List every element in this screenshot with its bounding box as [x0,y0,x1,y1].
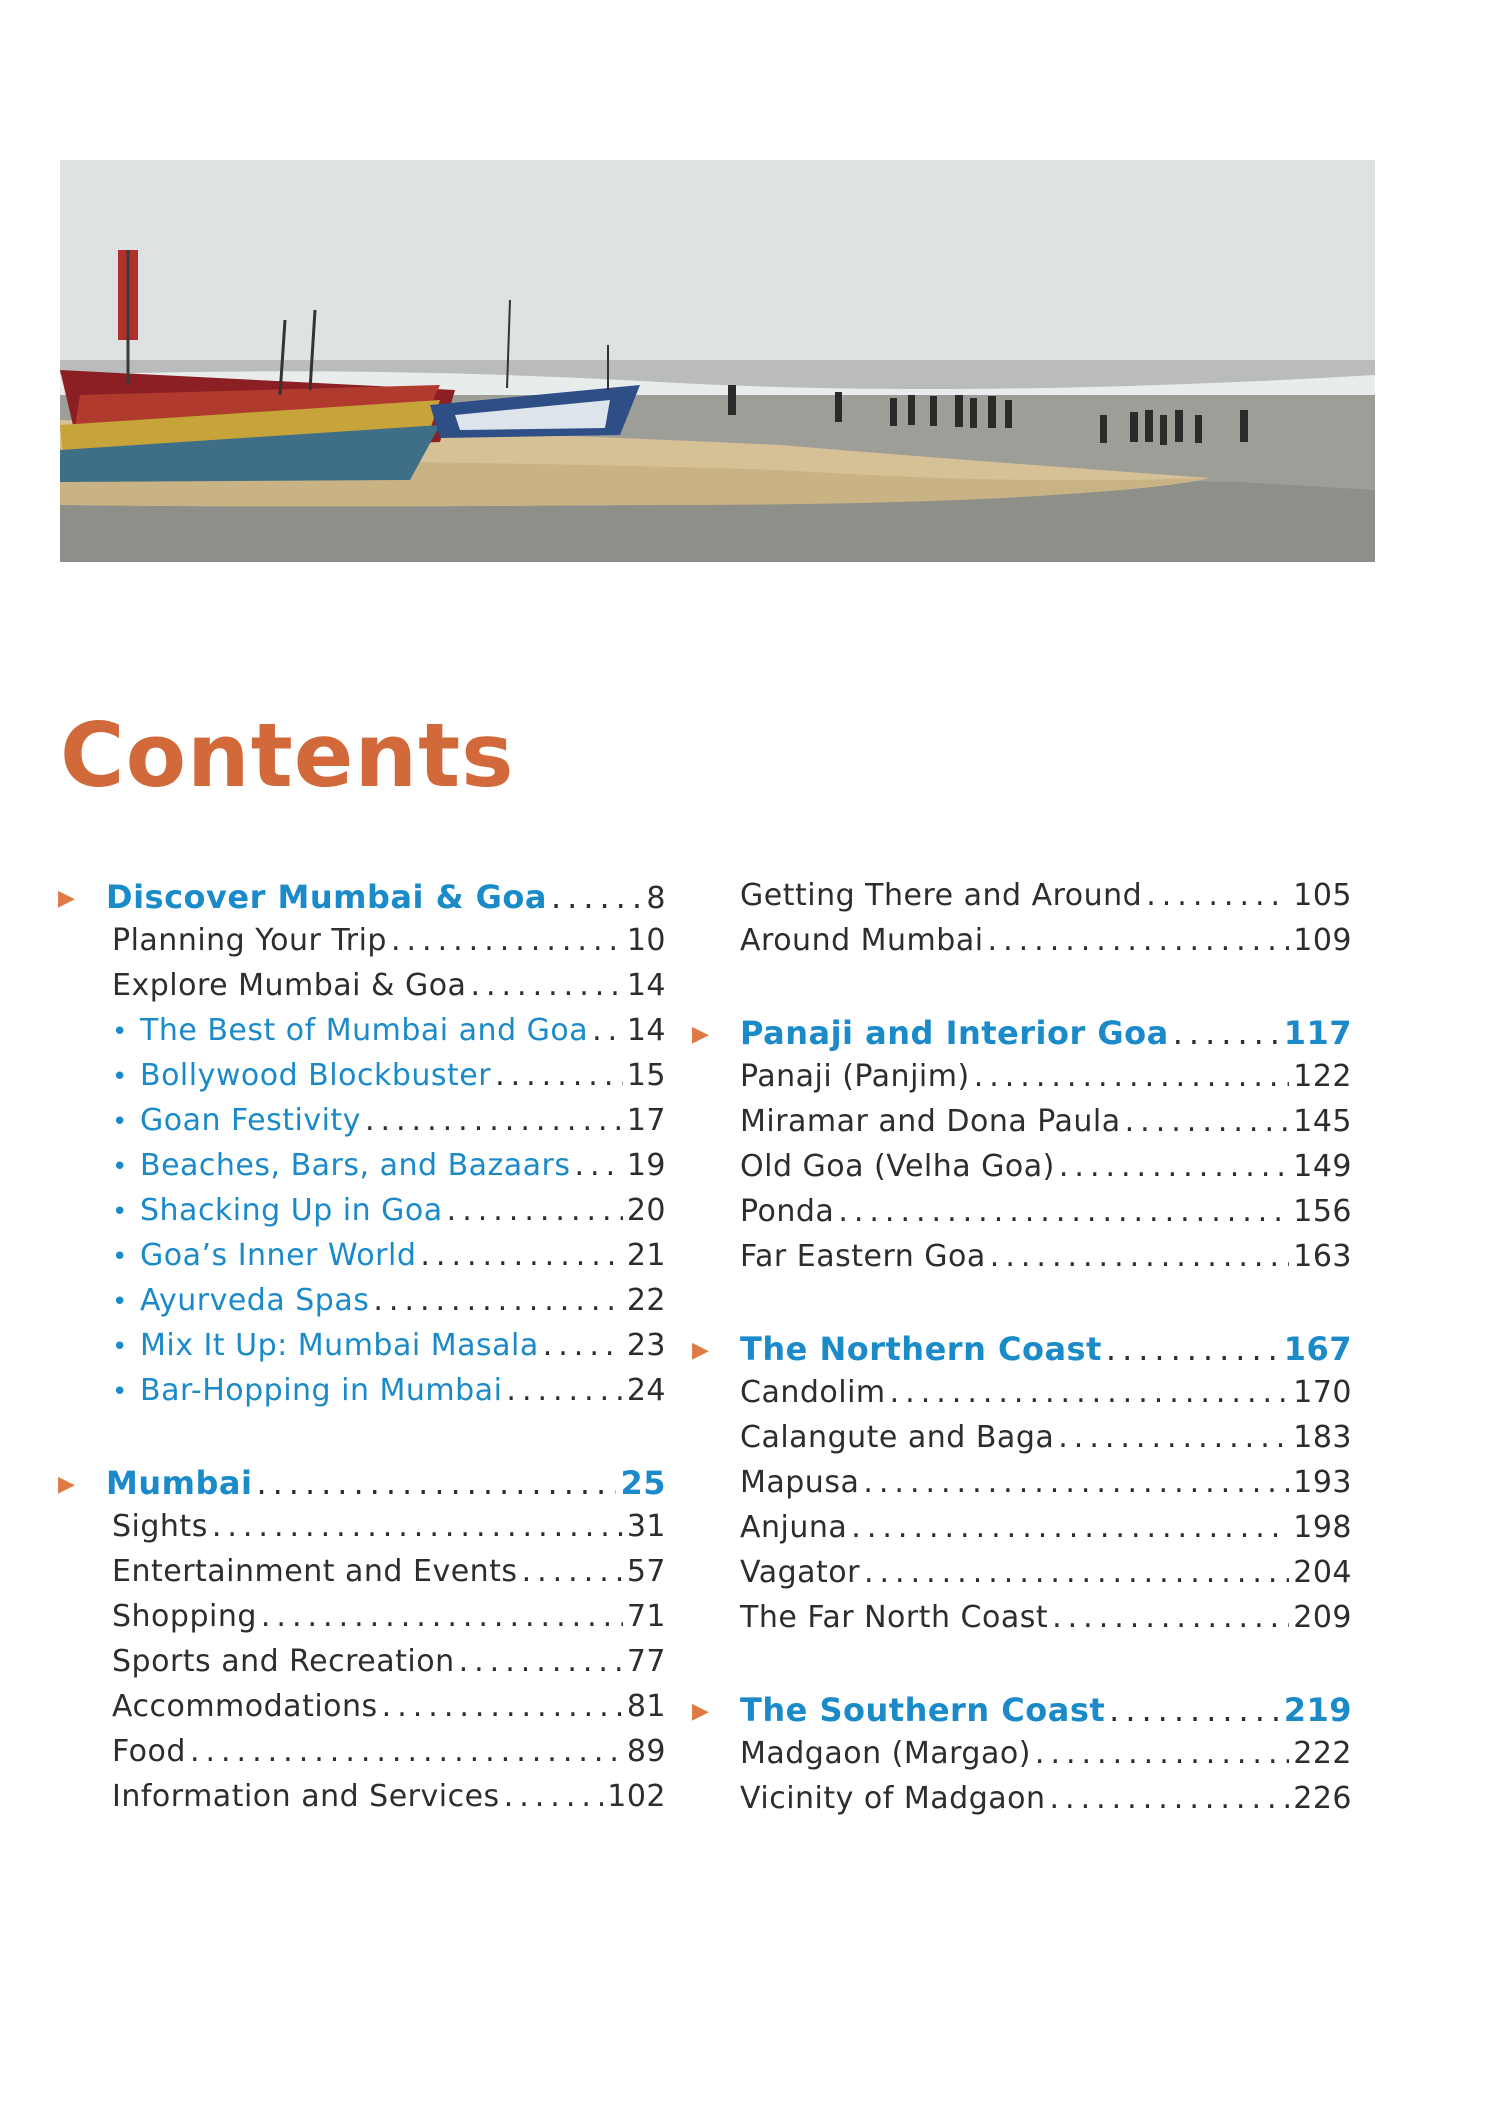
dot-leader [1173,1014,1280,1052]
toc-entry[interactable] [58,1779,666,1824]
toc-entry[interactable] [740,1465,1352,1510]
entry-label: Goan Festivity [140,1103,361,1138]
heading-label: Discover Mumbai & Goa [106,878,547,916]
entry-label: Getting There and Around [740,878,1143,913]
page-number: 14 [626,968,666,1003]
toc-entry[interactable] [740,1059,1352,1104]
entry-label: Planning Your Trip [112,923,387,958]
entry-label: Explore Mumbai & Goa [112,968,467,1003]
heading-label: Mumbai [106,1464,253,1502]
dot-leader [592,1013,623,1048]
triangle-marker-icon: ▶ [58,886,76,911]
dot-leader [504,1779,604,1814]
dot-leader [863,1465,1289,1500]
entry-label: Vagator [740,1555,860,1590]
page-number: 22 [626,1283,666,1318]
heading-label: The Northern Coast [740,1330,1102,1368]
toc-entry[interactable] [58,1734,666,1779]
toc-entry[interactable] [740,1420,1352,1465]
toc-bullet-entry[interactable] [58,1328,666,1373]
toc-entry[interactable] [58,1554,666,1599]
page-number: 71 [626,1599,666,1634]
page-number: 19 [626,1148,666,1183]
entry-label: Far Eastern Goa [740,1239,986,1274]
dot-leader [988,923,1290,958]
page-number: 163 [1293,1239,1352,1274]
page-number: 14 [626,1013,666,1048]
entry-label: Beaches, Bars, and Bazaars [140,1148,571,1183]
page-number: 167 [1283,1330,1352,1368]
page-number: 10 [626,923,666,958]
toc-entry[interactable] [740,1104,1352,1149]
toc-bullet-entry[interactable] [58,1283,666,1328]
entry-label: Information and Services [112,1779,500,1814]
dot-leader [495,1058,623,1093]
toc-heading[interactable] [58,878,666,923]
entry-label: The Far North Coast [740,1600,1049,1635]
dot-leader [459,1644,623,1679]
page-number: 219 [1283,1691,1352,1729]
page-number: 15 [626,1058,666,1093]
beach-photo [60,160,1375,562]
entry-label: Anjuna [740,1510,848,1545]
dot-leader [1050,1781,1290,1816]
page-number: 145 [1293,1104,1352,1139]
dot-leader [851,1510,1289,1545]
heading-label: Panaji and Interior Goa [740,1014,1169,1052]
page-number: 21 [626,1238,666,1273]
page-number: 25 [620,1464,666,1502]
dot-leader [575,1148,623,1183]
toc-entry[interactable] [740,923,1352,968]
page-number: 102 [607,1779,666,1814]
page-title: Contents [60,704,515,807]
toc-section-discover [58,878,666,1418]
page-number: 198 [1293,1510,1352,1545]
dot-leader [974,1059,1290,1094]
dot-leader [506,1373,622,1408]
entry-label: Sights [112,1509,208,1544]
entry-label: Sports and Recreation [112,1644,455,1679]
page-number: 117 [1283,1014,1352,1052]
entry-label: Mix It Up: Mumbai Masala [140,1328,539,1363]
page-number: 226 [1293,1781,1352,1816]
toc-entry[interactable] [58,923,666,968]
toc-heading[interactable] [692,1330,1352,1375]
dot-leader [256,1464,616,1502]
page-number: 109 [1293,923,1352,958]
dot-leader [1035,1736,1289,1771]
toc-bullet-entry[interactable] [58,1013,666,1058]
bullet-icon: • [112,1107,128,1137]
toc-entry[interactable] [58,1644,666,1689]
page-number: 170 [1293,1375,1352,1410]
bullet-icon: • [112,1287,128,1317]
triangle-marker-icon: ▶ [692,1338,710,1363]
page-number: 183 [1293,1420,1352,1455]
toc-bullet-entry[interactable] [58,1148,666,1193]
toc-entry[interactable] [740,1239,1352,1284]
toc-section-panaji [692,1014,1352,1284]
bullet-icon: • [112,1017,128,1047]
page-number: 8 [646,881,666,916]
page-number: 77 [626,1644,666,1679]
entry-label: Ayurveda Spas [140,1283,370,1318]
toc-bullet-entry[interactable] [58,1193,666,1238]
bullet-icon: • [112,1242,128,1272]
entry-label: Shacking Up in Goa [140,1193,443,1228]
toc-entry[interactable] [740,1375,1352,1420]
toc-bullet-entry[interactable] [58,1373,666,1418]
beach-boats-image [60,160,1375,562]
page-number: 222 [1293,1736,1352,1771]
dot-leader [990,1239,1289,1274]
dot-leader [212,1509,623,1544]
toc-heading[interactable] [692,1691,1352,1736]
triangle-marker-icon: ▶ [692,1022,710,1047]
dot-leader [470,968,622,1003]
toc-entry[interactable] [58,1689,666,1734]
page-number: 23 [626,1328,666,1363]
page-number: 31 [626,1509,666,1544]
entry-label: Goa’s Inner World [140,1238,417,1273]
page-number: 156 [1293,1194,1352,1229]
entry-label: The Best of Mumbai and Goa [140,1013,589,1048]
page-number: 204 [1293,1555,1352,1590]
toc-bullet-entry[interactable] [58,1103,666,1148]
bullet-icon: • [112,1152,128,1182]
bullet-icon: • [112,1197,128,1227]
toc-entry[interactable] [740,1149,1352,1194]
page-number: 105 [1293,878,1352,913]
toc-section-northern-coast [692,1330,1352,1645]
entry-label: Calangute and Baga [740,1420,1055,1455]
dot-leader [551,878,642,916]
toc-bullet-entry[interactable] [58,1238,666,1283]
toc-entry[interactable] [740,1555,1352,1600]
entry-label: Candolim [740,1375,886,1410]
entry-label: Vicinity of Madgaon [740,1781,1046,1816]
toc-heading[interactable] [58,1464,666,1509]
page-number: 81 [626,1689,666,1724]
entry-label: Food [112,1734,186,1769]
toc-entry[interactable] [740,1194,1352,1239]
page-number: 89 [626,1734,666,1769]
dot-leader [261,1599,623,1634]
page-number: 17 [626,1103,666,1138]
dot-leader [1109,1691,1280,1729]
dot-leader [543,1328,623,1363]
entry-label: Bollywood Blockbuster [140,1058,492,1093]
page-number: 20 [626,1193,666,1228]
dot-leader [1106,1330,1280,1368]
bullet-icon: • [112,1377,128,1407]
toc-heading[interactable] [692,1014,1352,1059]
entry-label: Bar-Hopping in Mumbai [140,1373,503,1408]
dot-leader [373,1283,622,1318]
dot-leader [838,1194,1289,1229]
dot-leader [391,923,623,958]
bullet-icon: • [112,1332,128,1362]
dot-leader [420,1238,622,1273]
entry-label: Miramar and Dona Paula [740,1104,1121,1139]
toc-entry[interactable] [740,1600,1352,1645]
heading-label: The Southern Coast [740,1691,1106,1729]
entry-label: Around Mumbai [740,923,984,958]
entry-label: Shopping [112,1599,257,1634]
toc-entry[interactable] [740,1510,1352,1555]
toc-section-southern-coast [692,1691,1352,1826]
toc-bullet-entry[interactable] [58,1058,666,1103]
entry-label: Panaji (Panjim) [740,1059,970,1094]
dot-leader [447,1193,623,1228]
toc-entry[interactable] [740,1736,1352,1781]
triangle-marker-icon: ▶ [692,1699,710,1724]
page-number: 24 [626,1373,666,1408]
dot-leader [1146,878,1289,913]
triangle-marker-icon: ▶ [58,1472,76,1497]
toc-entry[interactable] [740,1781,1352,1826]
toc-section-mumbai-continued [740,878,1352,968]
dot-leader [1059,1149,1289,1184]
page-number: 122 [1293,1059,1352,1094]
toc-entry[interactable] [58,1599,666,1644]
dot-leader [522,1554,623,1589]
page-number: 149 [1293,1149,1352,1184]
entry-label: Ponda [740,1194,835,1229]
toc-entry[interactable] [58,968,666,1013]
page-number: 209 [1293,1600,1352,1635]
entry-label: Mapusa [740,1465,860,1500]
dot-leader [382,1689,623,1724]
dot-leader [1052,1600,1289,1635]
entry-label: Old Goa (Velha Goa) [740,1149,1055,1184]
toc-entry[interactable] [740,878,1352,923]
toc-section-mumbai [58,1464,666,1824]
toc-entry[interactable] [58,1509,666,1554]
toc-left-column [58,878,666,1870]
dot-leader [190,1734,623,1769]
entry-label: Accommodations [112,1689,378,1724]
dot-leader [1058,1420,1289,1455]
bullet-icon: • [112,1062,128,1092]
entry-label: Entertainment and Events [112,1554,518,1589]
dot-leader [365,1103,623,1138]
page-number: 193 [1293,1465,1352,1500]
toc-right-column [692,878,1352,1872]
page-number: 57 [626,1554,666,1589]
entry-label: Madgaon (Margao) [740,1736,1031,1771]
dot-leader [890,1375,1290,1410]
dot-leader [1125,1104,1290,1139]
dot-leader [864,1555,1289,1590]
